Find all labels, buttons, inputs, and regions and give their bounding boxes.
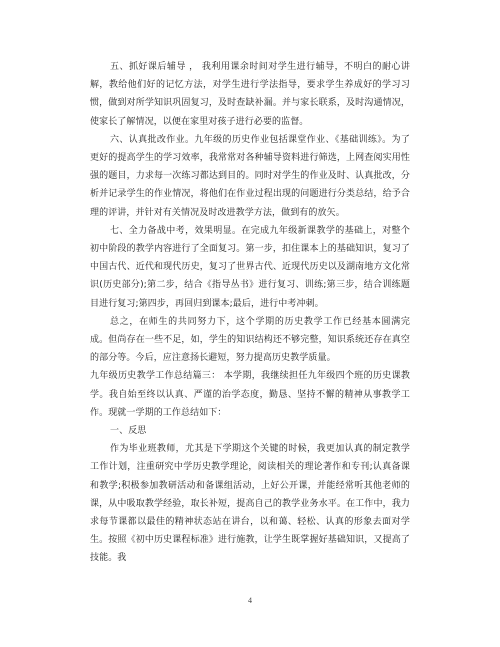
paragraph-after-school-tutoring: 五、抓好课后辅导 ， 我利用课余时间对学生进行辅导，不明白的耐心讲解，教给他们好的记忆方法，对学生进行学法指导，要求学生养成好的学习习惯，做到对所学知识巩固复习，及时查缺补漏。并与家长联系，及时沟通情况，使家长了解情况，以便在家里对孩子进行必要的监督。 [90,62,410,127]
paragraph-summary: 总之，在师生的共同努力下，这个学期的历史教学工作已经基本圆满完成。但尚存在一些不足，如，学生的知识结构还不够完整，知识系统还存在真空的部分等。今后，应注意扬长避短，努力提高历史教学质量。 [90,316,410,364]
paragraph-part-three-intro: 九年级历史教学工作总结篇三： 本学期，我继续担任九年级四个班的历史课教学。我自始至终以认真、严谨的治学态度，勤恳、坚持不懈的精神从事教学工作。现就一学期的工作总结如下： [90,371,410,418]
paragraph-reflection-body: 作为毕业班教师，尤其是下学期这个关键的时候，我更加认真的制定教学工作计划，注重研究中学历史教学理论，阅读相关的理论著作和专刊;认真备课和教学;积极参加教研活动和备课组活动，上好公开课，并能经常听其他老师的课，从中吸取教学经验，取长补短，提高自己的教学业务水平。在工作中，我力求每节课都以最佳的精神状态站在讲台，以和蔼、轻松、认真的形象去面对学生。按照《初中历史课程标准》进行施教，让学生既掌握好基础知识，又提高了技能。我 [90,444,410,564]
paragraph-exam-preparation: 七、全力备战中考，效果明显。在完成九年级新课教学的基础上，对整个初中阶段的教学内容进行了全面复习。第一步，扣住课本上的基础知识，复习了中国古代、近代和现代历史，复习了世界古代、近现代历史以及湖南地方文化常识(历史部分);第二步，结合《指导丛书》进行复习、训练;第三步，结合训练题目进行复习;第四步，再回归到课本;最后，进行中考冲刺。 [90,225,410,309]
paragraph-homework-correction: 六、认真批改作业。九年级的历史作业包括课堂作业、《基础训练》。为了更好的提高学生的学习效率，我常常对各种辅导资料进行筛选，上网查阅实用性强的题目，力求每一次练习都达到目的。同时对学生的作业及时、认真批改，分析并记录学生的作业情况，将他们在作业过程出现的问题进行分类总结，给予合理的评讲，并针对有关情况及时改进教学方法，做到有的放矢。 [90,134,410,218]
body-text [90,58,410,568]
section-heading-reflection: 一、反思 [110,426,147,437]
page-number: 4 [248,596,252,605]
